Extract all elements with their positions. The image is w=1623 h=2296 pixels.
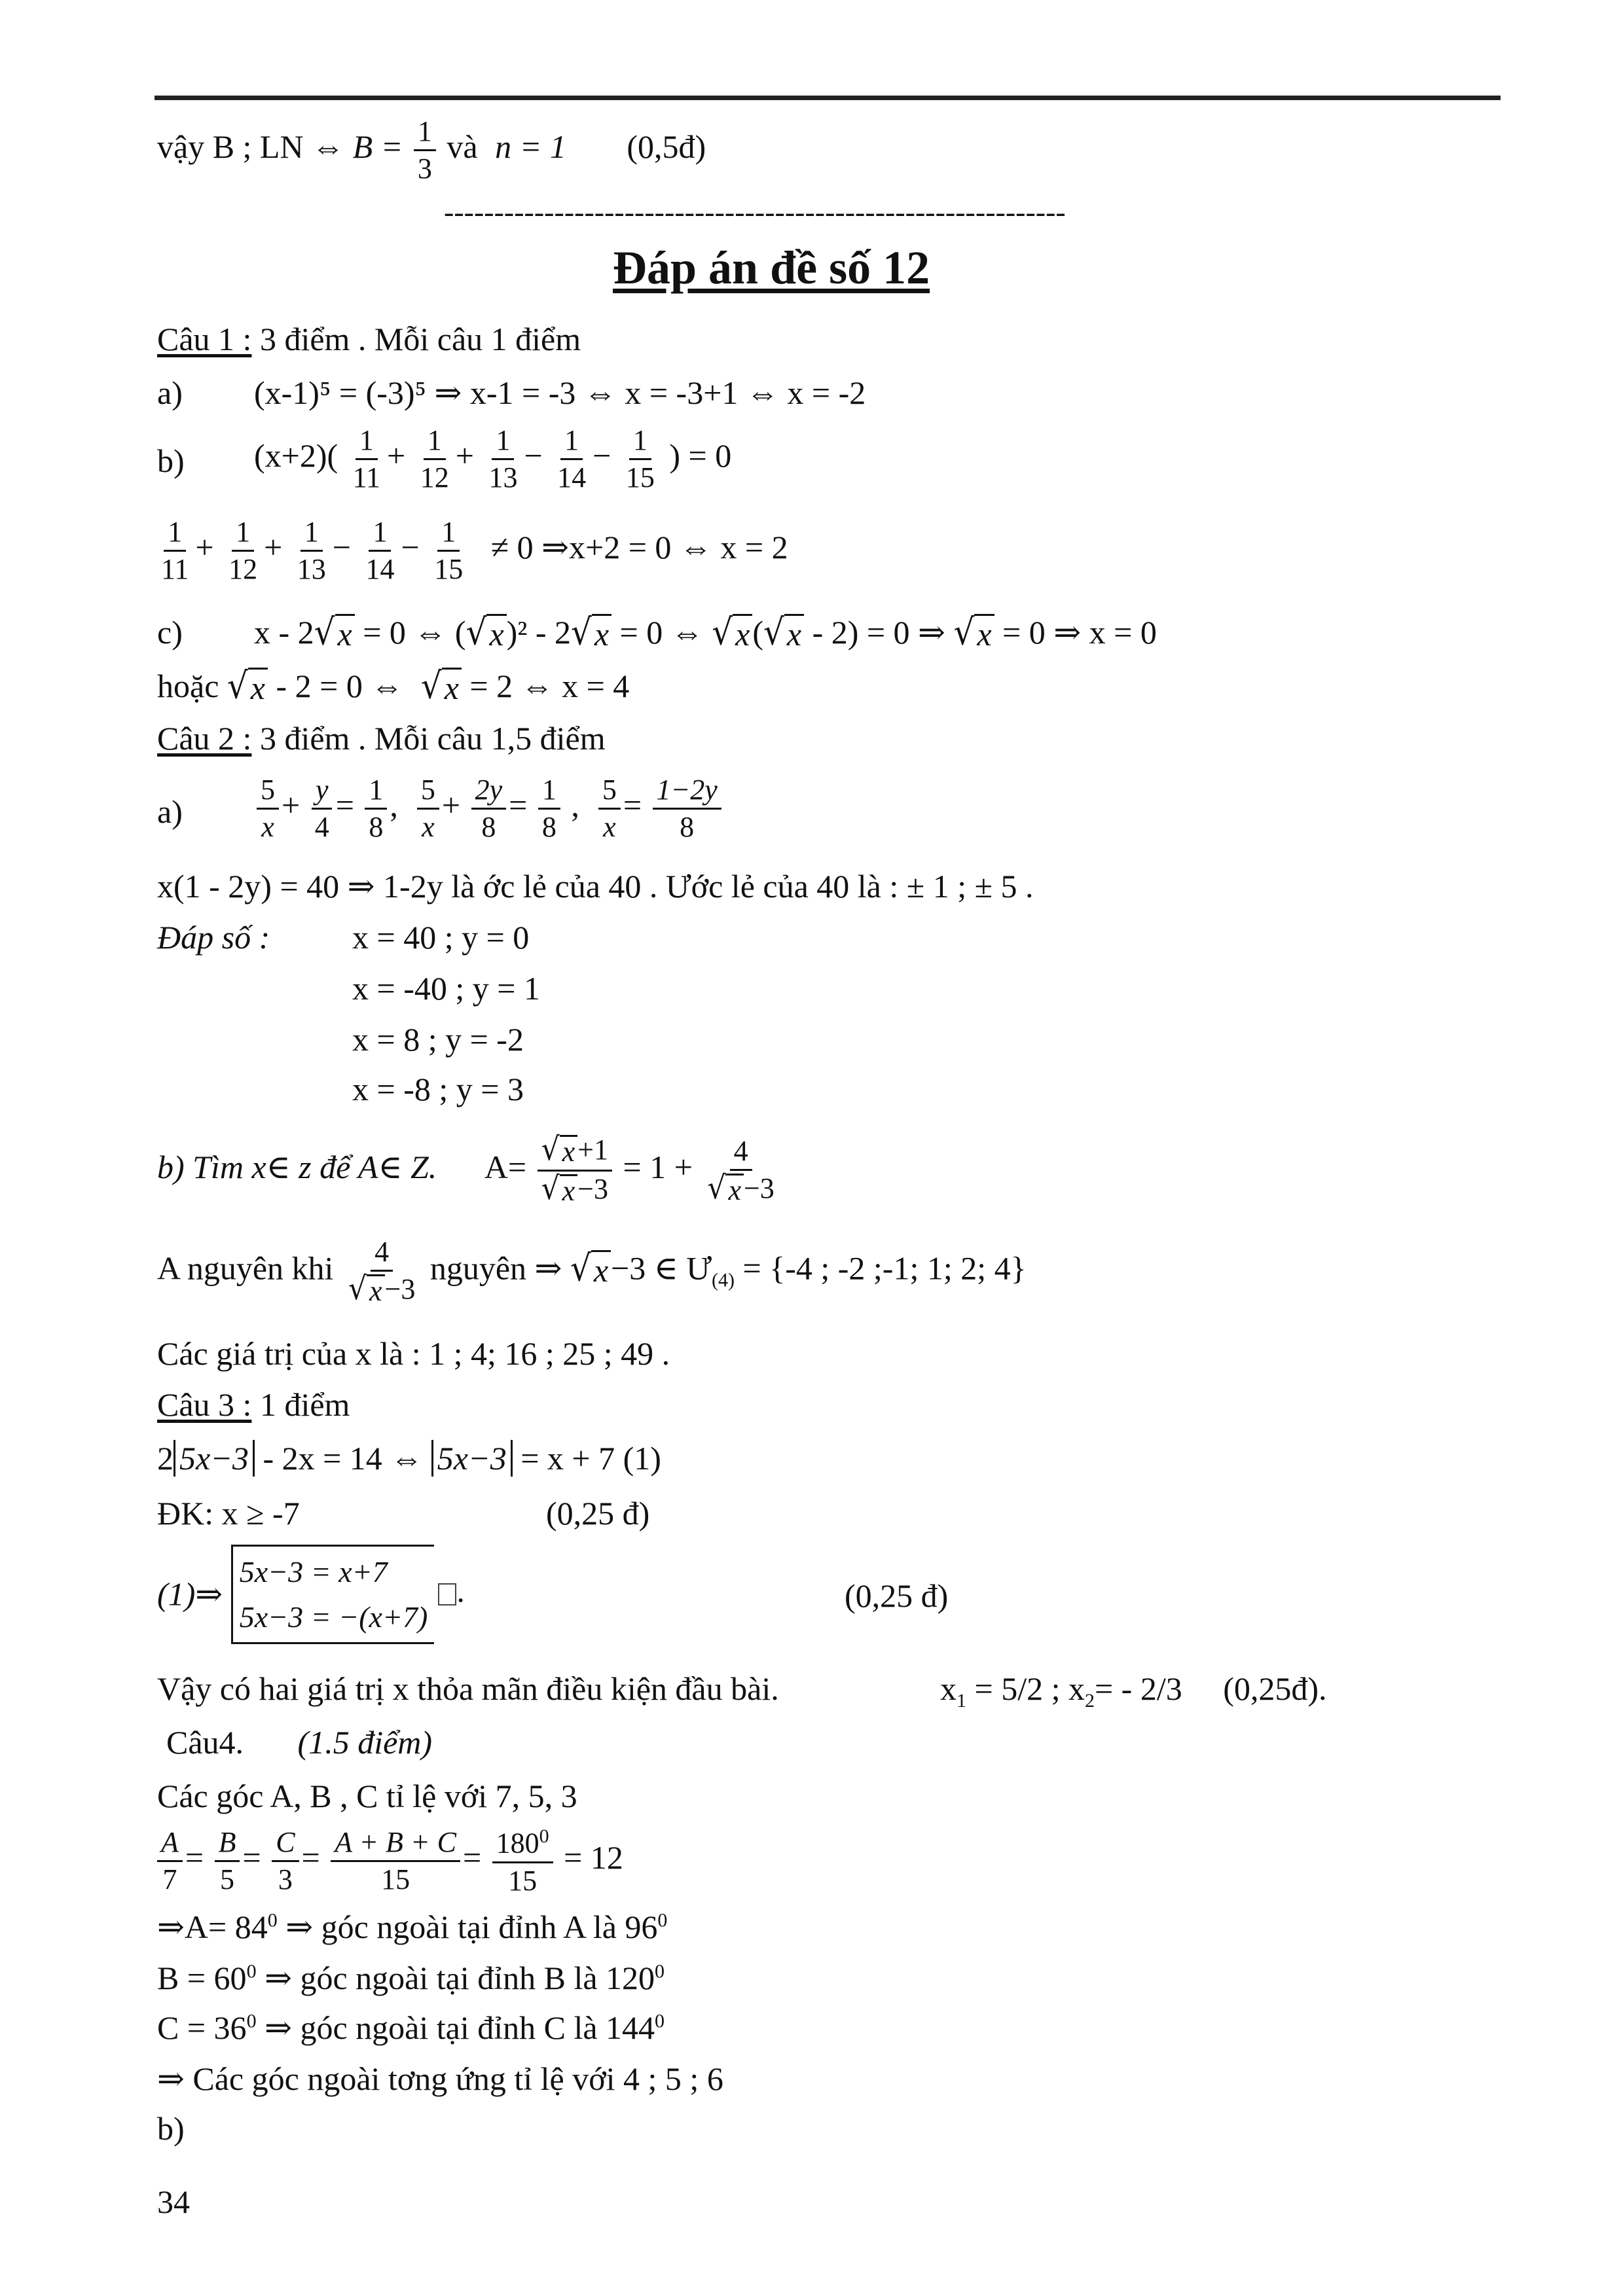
- top-text: vậy B ; LN ⇔: [157, 128, 345, 166]
- frac-den: 11: [352, 461, 381, 494]
- sqrt-x: √ x: [953, 614, 994, 654]
- q3-solutions: [940, 1670, 1327, 1713]
- q2-heading-rest: 3 điểm . Mỗi câu 1,5 điểm: [259, 720, 606, 757]
- top-frac-den: 3: [417, 152, 432, 185]
- frac-num: A + B + C: [331, 1827, 460, 1862]
- q3-line1: [157, 1440, 661, 1478]
- frac-5-x: [417, 775, 439, 842]
- q1-a-expr: (x-1)⁵ = (-3)⁵ ⇒ x-1 = -3 ⇔ x = -3+1 ⇔ x = -2: [254, 374, 866, 411]
- q2-a-label: a): [157, 793, 183, 830]
- frac-den: 12: [420, 461, 449, 494]
- frac-num: 1: [232, 517, 254, 552]
- rad-arg: x: [592, 614, 611, 654]
- top-fraction: [414, 117, 436, 184]
- frac-num: C: [272, 1827, 299, 1862]
- frac-num: 5: [598, 775, 621, 810]
- d-part: = 2 ⇔ x = 4: [469, 668, 630, 704]
- sqrt-x: √ x: [314, 614, 355, 654]
- frac-5-x: [598, 775, 621, 842]
- q4-line1: Các góc A, B , C tỉ lệ với 7, 5, 3: [157, 1778, 577, 1814]
- sys-pre: (1)⇒: [157, 1575, 223, 1613]
- frac-den: 15: [434, 553, 464, 586]
- sol-part: = 5/2 ; x: [974, 1670, 1085, 1707]
- q3-heading-label: Câu 3 :: [157, 1386, 252, 1423]
- frac-den: x: [261, 811, 274, 844]
- q3-heading-rest: 1 điểm: [259, 1386, 350, 1423]
- c-part: - 2) = 0 ⇒: [812, 614, 945, 651]
- sqrt-x: √ x: [712, 614, 752, 654]
- frac-A-7: [157, 1827, 183, 1895]
- sol-sub: 1: [957, 1690, 966, 1712]
- frac-den: 13: [488, 461, 518, 494]
- top-conclusion-line: [157, 117, 706, 184]
- q2-heading: [157, 720, 606, 758]
- frac-den: √ x −3: [707, 1169, 775, 1207]
- q1-b-frac-1: [349, 425, 384, 493]
- frac-den: 8: [369, 811, 384, 844]
- frac-num: 1: [164, 517, 186, 552]
- top-frac-num: 1: [414, 117, 436, 151]
- top-score: (0,5đ): [627, 128, 706, 166]
- q2-line2: x(1 - 2y) = 40 ⇒ 1-2y là ớc lẻ của 40 . Ước lẻ của 40 là : ± 1 ; ± 5 .: [157, 868, 1034, 905]
- rad-arg: x: [784, 614, 804, 654]
- c-part: )² - 2: [506, 614, 571, 651]
- rad-arg: x: [725, 1174, 744, 1206]
- q1-b2-frac-4: [361, 517, 398, 584]
- q1-b2-post: ≠ 0 ⇒x+2 = 0 ⇔ x = 2: [490, 529, 788, 566]
- frac-num: 5: [417, 775, 439, 810]
- q1-b-post: ) = 0: [669, 437, 732, 475]
- frac-sum-15: [331, 1827, 460, 1895]
- q2-b-A: A=: [484, 1149, 527, 1186]
- top-and: và: [447, 128, 478, 166]
- q2-nguyen-line: [157, 1237, 1027, 1306]
- eq12: = 12: [564, 1839, 623, 1876]
- den-rest: −3: [743, 1172, 775, 1204]
- frac-num: 1: [560, 425, 583, 460]
- sqrt-x: √ x: [466, 614, 507, 654]
- rad-arg: x: [560, 1135, 578, 1167]
- deg: 0: [267, 1909, 278, 1931]
- nguyen-part: = {-4 ; -2 ;-1; 1; 2; 4}: [742, 1249, 1027, 1287]
- q3-conclusion: Vậy có hai giá trị x thỏa mãn điều kiện đầu bài.: [157, 1670, 779, 1707]
- q3-system: (1)⇒ 5x−3 = x+7 5x−3 = −(x+7).: [157, 1545, 465, 1644]
- q1-heading-label: Câu 1 :: [157, 321, 252, 357]
- sqrt-x: √ x: [227, 668, 268, 708]
- q3-dk: ĐK: x ≥ -7: [157, 1495, 300, 1532]
- frac-den: 8: [680, 811, 695, 844]
- q2-b-line: [157, 1131, 781, 1208]
- r-part: ⇒ góc ngoài tại đỉnh B là 120: [256, 1960, 655, 1996]
- rad-arg: x: [591, 1250, 611, 1290]
- q4-heading-rest: (1.5 điểm): [297, 1724, 433, 1761]
- r-part: ⇒ góc ngoài tại đỉnh C là 144: [256, 2009, 655, 2046]
- q4-heading-label: Câu4.: [166, 1724, 244, 1761]
- q1-b-label: b): [157, 442, 185, 479]
- frac-2y-8: [471, 775, 507, 842]
- deg: 0: [657, 1909, 668, 1931]
- sol-part: x: [940, 1670, 957, 1707]
- frac-4: [703, 1136, 778, 1206]
- q1-a-label: a): [157, 374, 183, 411]
- sol-score: (0,25đ).: [1223, 1670, 1327, 1707]
- q1-b-frac-2: [416, 425, 453, 493]
- frac-den: 3: [278, 1863, 293, 1896]
- q3-l1-part: - 2x = 14 ⇔: [263, 1440, 424, 1477]
- placeholder-box-icon: [438, 1583, 456, 1605]
- page-title: Đáp án đề số 12: [613, 242, 930, 294]
- den-rest: −3: [577, 1173, 608, 1206]
- frac-num: 5: [257, 775, 279, 810]
- frac-num: 1: [424, 425, 446, 460]
- c-part: (: [752, 614, 763, 651]
- nguyen-part: nguyên ⇒: [429, 1249, 562, 1287]
- nguyen-part: A nguyên khi: [157, 1249, 334, 1287]
- d-part: hoặc: [157, 668, 219, 704]
- abs-value: 5x−3: [431, 1440, 513, 1477]
- q1-heading: [157, 321, 581, 359]
- q4-result-C: [157, 2009, 665, 2047]
- top-n: n = 1: [495, 128, 566, 166]
- c-part: = 0 ⇒ x = 0: [1002, 614, 1157, 651]
- separator-line: --------------------------------------------------------------: [444, 195, 1066, 228]
- frac-C-3: [272, 1827, 299, 1895]
- frac-den: 15: [381, 1863, 410, 1896]
- deg: 0: [246, 1960, 257, 1982]
- frac-num: 2y: [471, 775, 507, 810]
- q1-b2-frac-3: [293, 517, 330, 584]
- q1-b2-frac-2: [225, 517, 261, 584]
- frac-den: √ x −3: [541, 1170, 608, 1208]
- rad-arg: x: [442, 668, 462, 708]
- sqrt-x: √ x: [571, 614, 611, 654]
- rad-arg: x: [335, 614, 355, 654]
- q1-b2-expr: $\frac{1}{11}$ + $\frac{1}{12}$ + $\frac{1}{13}$ − $\frac{1}{14}$ − $\frac{1}{15}$ ≠ 0 ⇒x+2 = 0 ⇔ x = 2: [155, 517, 788, 584]
- q2-answer-3: x = 8 ; y = -2: [352, 1021, 524, 1058]
- frac-num: 4: [371, 1237, 393, 1272]
- frac-den: 14: [365, 553, 395, 586]
- frac-den: x: [422, 811, 435, 844]
- q3-dk-score: (0,25 đ): [546, 1495, 650, 1532]
- deg: 0: [539, 1825, 549, 1847]
- r-part: ⇒ góc ngoài tại đỉnh A là 96: [277, 1909, 658, 1945]
- frac-num: 1: [492, 425, 514, 460]
- frac-num: 1: [538, 775, 560, 810]
- sqrt-x: √ x: [763, 614, 804, 654]
- q1-heading-rest: 3 điểm . Mỗi câu 1 điểm: [259, 321, 581, 357]
- frac-den: x: [603, 811, 616, 844]
- frac-den: 8: [541, 811, 556, 844]
- frac-num: y: [312, 775, 333, 810]
- q3-sys-score: (0,25 đ): [845, 1577, 949, 1614]
- q1-b-frac-4: [553, 425, 590, 493]
- r-part: C = 36: [157, 2009, 247, 2046]
- rad-arg: x: [248, 668, 268, 708]
- q1-c-label: c): [157, 614, 183, 651]
- frac-y-4: [311, 775, 333, 842]
- frac-num: 1: [629, 425, 651, 460]
- q1-b-frac-5: [622, 425, 659, 493]
- top-rule: [155, 96, 1501, 100]
- frac-den: 12: [228, 553, 258, 586]
- frac-num: [492, 1826, 553, 1863]
- q1-b-expr: (x+2)( $\frac{1}{11}$ + $\frac{1}{12}$ + $\frac{1}{13}$ − $\frac{1}{14}$ − $\frac{1}{15}$ ) = 0: [254, 424, 732, 494]
- frac-den: 14: [557, 461, 587, 494]
- frac-den: 15: [508, 1864, 538, 1897]
- frac-den: 5: [220, 1863, 235, 1896]
- d-part: - 2 = 0 ⇔: [276, 668, 404, 704]
- frac-den: √ x −3: [348, 1270, 416, 1308]
- frac-A: [538, 1131, 612, 1208]
- r-part: ⇒A= 84: [157, 1909, 268, 1945]
- deg: 0: [655, 1960, 665, 1982]
- q1-c-expr: [254, 611, 1157, 654]
- sys-brace: [231, 1545, 435, 1644]
- q4-result-A: [157, 1909, 667, 1946]
- frac-num: 1: [356, 425, 378, 460]
- q2-answer-2: x = -40 ; y = 1: [352, 970, 540, 1007]
- sqrt-x: √ x: [421, 668, 462, 708]
- frac-den: 8: [481, 811, 496, 844]
- rad-arg: x: [974, 614, 994, 654]
- rad-arg: x: [367, 1274, 385, 1306]
- q2-a-expr: $\frac{5}{x}$ + $\frac{y}{4}$ = $\frac{1}{8}$ , $\frac{5}{x}$ + $\frac{2y}{8}$ = $\frac{1}{8}$ , $\frac{5}{x}$ = $\frac{1-2y}{8}$: [254, 775, 724, 842]
- frac-180-15: [492, 1826, 553, 1896]
- frac-num: A: [157, 1827, 183, 1862]
- q2-heading-label: Câu 2 :: [157, 720, 252, 757]
- sol-part: = - 2/3: [1094, 1670, 1182, 1707]
- frac-num: 4: [730, 1136, 752, 1171]
- frac-B-5: [215, 1827, 240, 1895]
- frac-5-x: [257, 775, 279, 842]
- q2-b-eq: = 1 +: [623, 1149, 693, 1186]
- frac-num: 1−2y: [653, 775, 721, 810]
- nguyen-sub: (4): [712, 1269, 735, 1291]
- frac-1-2y-8: [653, 775, 721, 842]
- den-rest: −3: [384, 1273, 416, 1306]
- frac-1-8: [365, 775, 387, 842]
- frac-num: B: [215, 1827, 240, 1862]
- q1-d-line: [157, 664, 630, 708]
- rad-arg: x: [486, 614, 506, 654]
- nguyen-part: −3 ∈ Ư: [611, 1249, 712, 1287]
- frac-den: 7: [162, 1863, 177, 1896]
- q2-answer-4: x = -8 ; y = 3: [352, 1071, 524, 1107]
- abs-value: 5x−3: [173, 1440, 255, 1477]
- q3-l1-part: 2: [157, 1440, 173, 1477]
- page-number: 34: [157, 2183, 190, 2220]
- frac-4-nguyen: [344, 1237, 419, 1306]
- sqrt-x: √ x: [570, 1250, 611, 1290]
- q2-answer-1: x = 40 ; y = 0: [352, 919, 530, 956]
- rad-arg: x: [733, 614, 752, 654]
- q4-result-B: [157, 1960, 665, 1998]
- frac-den: 15: [625, 461, 655, 494]
- deg: 0: [246, 2010, 257, 2032]
- q1-b2-frac-5: [430, 517, 467, 584]
- q1-b-frac-3: [484, 425, 521, 493]
- deg: 0: [655, 2010, 665, 2032]
- frac-den: 13: [297, 553, 326, 586]
- rad-arg: x: [560, 1174, 578, 1206]
- sys-eq-2: 5x−3 = −(x+7): [239, 1600, 428, 1634]
- q4-ratio: $\frac{A}{7}$ = $\frac{B}{5}$ = $\frac{C}{3}$ = $\frac{A + B + C}{15}$ = $\frac{180^0}{15}$ = 12: [155, 1826, 623, 1896]
- frac-den: 11: [161, 553, 189, 586]
- q4-b-label: b): [157, 2110, 185, 2147]
- q1-b2-frac-1: [157, 517, 192, 584]
- frac-num: 1: [301, 517, 323, 552]
- frac-num: √ x +1: [538, 1135, 612, 1172]
- sol-sub: 2: [1084, 1690, 1095, 1712]
- r-part: B = 60: [157, 1960, 247, 1996]
- frac-1-8: [538, 775, 560, 842]
- c-part: = 0 ⇔ (: [363, 614, 466, 651]
- top-b: B =: [352, 128, 403, 166]
- frac-num: 1: [369, 517, 391, 552]
- q4-result-ratio: ⇒ Các góc ngoài tơng ứng tỉ lệ với 4 ; 5 ; 6: [157, 2060, 723, 2097]
- q2-b-text: b) Tìm x∈ z để A∈ Z.: [157, 1149, 437, 1186]
- num-rest: +1: [577, 1134, 608, 1166]
- q2-answer-label: Đáp số :: [157, 919, 270, 956]
- q3-l1-part: = x + 7 (1): [520, 1440, 661, 1477]
- c-part: x - 2: [254, 614, 314, 651]
- sys-eq-1: 5x−3 = x+7: [239, 1555, 388, 1588]
- q2-values: Các giá trị của x là : 1 ; 4; 16 ; 25 ; 49 .: [157, 1335, 670, 1372]
- num-val: 180: [496, 1827, 539, 1859]
- frac-num: 1: [437, 517, 460, 552]
- q3-heading: [157, 1386, 350, 1424]
- frac-den: 4: [314, 811, 329, 844]
- q4-heading: [166, 1724, 432, 1762]
- q1-b-pre: (x+2)(: [254, 437, 338, 475]
- c-part: = 0 ⇔: [619, 614, 704, 651]
- frac-num: 1: [365, 775, 387, 810]
